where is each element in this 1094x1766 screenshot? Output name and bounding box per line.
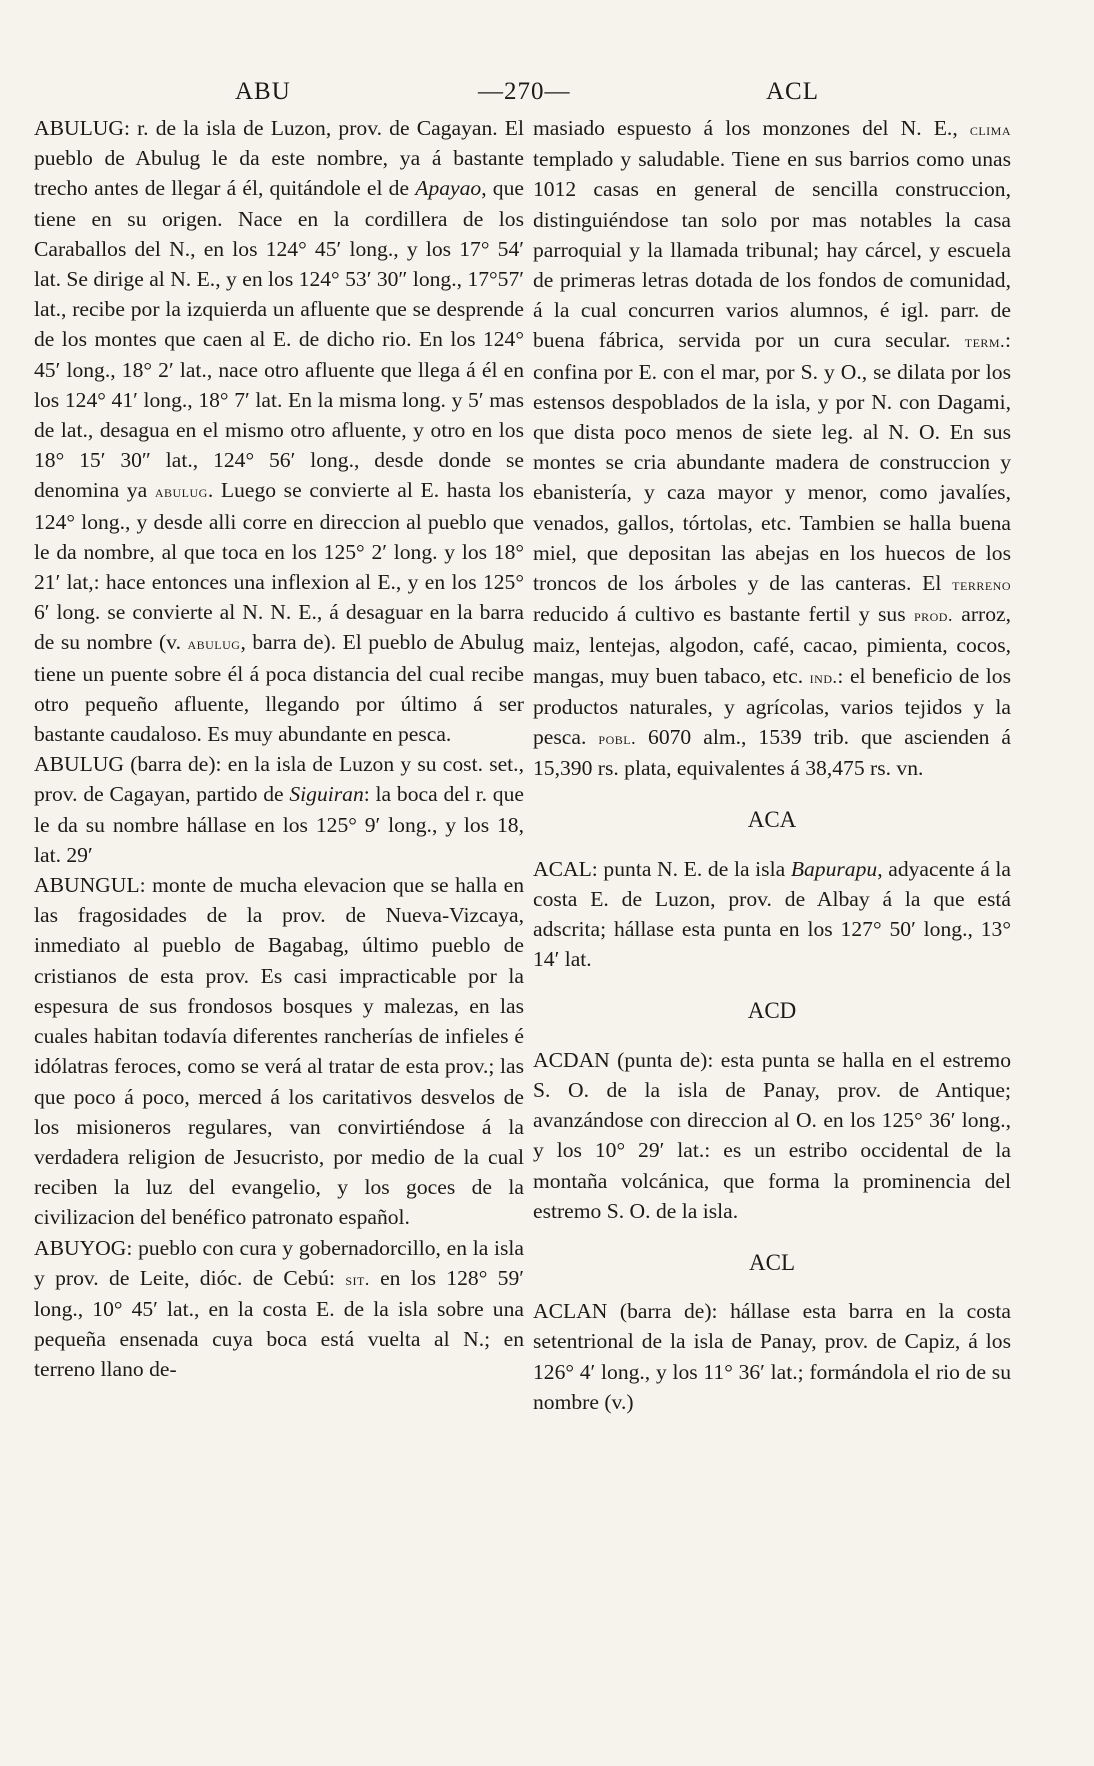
left-column	[34, 113, 524, 1385]
entry-abulug-barra	[34, 749, 524, 870]
entry-acal	[533, 854, 1011, 975]
entry-text: templado y saludable. Tiene en sus barrios como unas 1012 casas en general de sencilla construccion, distinguiéndose tan solo por mas notables la casa parroquial y la llamada tribunal; hay cárcel, y escuela de primeras letras dotada de los fondos de comunidad, á la cual concurren varios alumnos, é igl. parr. de buena fábrica, servida por un cura secular.	[533, 147, 1011, 353]
entry-text: monte de mucha elevacion que se halla en las fragosidades de la prov. de Nueva-Vizcaya, inmediato al pueblo de Bagabag, último pueblo de cristianos de esta prov. Es casi impracticable por la espesura de sus frondosos bosques y malezas, en las cuales habitan todavía diferentes rancherías de infieles é idólatras feroces, como se verá al tratar de esta prov.; las que poco á poco, merced á los caritativos desvelos de los misioneros regulares, van convirtiéndose á la verdadera religion de Jesucristo, por medio de la cual reciben la luz del evangelio, y los goces de la civilizacion del benéfico patronato español.	[34, 873, 524, 1230]
entry-text: : el beneficio de los productos naturales, y agrícolas, varios tejidos y la pesca.	[533, 663, 1012, 750]
entry-smallcaps: abulug	[154, 481, 208, 502]
entry-smallcaps: prod.	[913, 605, 953, 626]
entry-text: r. de la isla de Luzon, prov. de Cagayan. El pueblo de Abulug le da este nombre, ya á bastante trecho antes de llegar á él, quitándole el de	[34, 116, 524, 201]
entry-abuyog	[34, 1233, 524, 1385]
section-heading-acl: ACL	[749, 1249, 795, 1275]
entry-term: ABUYOG:	[34, 1235, 133, 1260]
entry-smallcaps: terreno	[952, 574, 1011, 595]
entry-smallcaps: term.	[964, 331, 1005, 352]
entry-abungul	[34, 870, 524, 1232]
entry-italic: Apayao	[415, 176, 482, 201]
entry-acdan	[533, 1045, 1011, 1226]
section-heading-aca: ACA	[747, 807, 797, 833]
running-head-left: ABU	[235, 78, 291, 105]
entry-smallcaps: abulug	[187, 633, 241, 654]
entry-term: ABULUG (barra de):	[34, 752, 222, 777]
entry-text: , que tiene en su origen. Nace en la cordillera de los Caraballos del N., en los 124° 45′ long., y los 17° 54′ lat. Se dirige al N. E., y en los 124° 53′ 30″ long., 17°57′ lat., recibe por la izquierda un afluente que se desprende de los montes que caen al E. de dicho rio. En los 124° 45′ long., 18° 2′ lat., nace otro afluente que llega á él en los 124° 41′ long., 18° 7′ lat. En la misma long. y 5′ mas de lat., desagua en el mismo otro afluente, y otro en los 18° 15′ 30″ lat., 124° 56′ long., desde donde se denomina ya	[34, 176, 524, 503]
entry-term: ABULUG:	[34, 116, 130, 140]
entry-abuyog-continuation	[533, 113, 1011, 783]
entry-text: . Luego se convierte al E. hasta los 124° long., y desde alli corre en direccion al pueblo que le da nombre, al que toca en los 125° 2′ long. y los 18° 21′ lat,: hace entonces una inflexion al E., y en los 125° 6′ long. se convierte al N. N. E., á desaguar en la barra de su nombre (v.	[34, 478, 524, 655]
entry-term: ACAL:	[533, 856, 598, 881]
entry-text: hállase esta barra en la costa setentrional de la isla de Panay, prov. de Capiz, á los 126° 4′ long., y los 11° 36′ lat.; formándola el rio de su nombre (v.)	[533, 1299, 1011, 1414]
entry-term: ACDAN (punta de):	[533, 1047, 714, 1072]
entry-text: en los 128° 59′ long., 10° 45′ lat., en la costa E. de la isla sobre una pequeña ensenada cuya boca está vuelta al N.; en terreno llano de-	[34, 1265, 524, 1382]
entry-text: pueblo con cura y gobernadorcillo, en la isla y prov. de Leite, dióc. de Cebú:	[34, 1235, 524, 1290]
entry-text: punta N. E. de la isla	[597, 856, 791, 881]
entry-smallcaps: clima	[969, 119, 1011, 139]
page-number: —270—	[478, 78, 571, 105]
entry-text: 6070 alm., 1539 trib. que ascienden á 15,390 rs. plata, equivalentes á 38,475 rs. vn.	[533, 725, 1011, 781]
section-heading-acd: ACD	[747, 998, 797, 1024]
entry-text: esta punta se halla en el estremo S. O. de la isla de Panay, prov. de Antique; avanzándose con direccion al O. en los 125° 36′ long., y los 10° 29′ lat.: es un estribo occidental de la montaña volcánica, que forma la prominencia del estremo S. O. de la isla.	[533, 1047, 1011, 1223]
entry-italic: Bapurapu	[790, 856, 878, 881]
entry-text: reducido á cultivo es bastante fertil y sus	[533, 602, 914, 627]
entry-text: masiado espuesto á los monzones del N. E.,	[533, 116, 970, 140]
entry-text: arroz, maiz, lentejas, algodon, café, cacao, pimienta, cocos, mangas, muy buen tabaco, etc.	[533, 602, 1011, 688]
entry-aclan	[533, 1296, 1011, 1417]
entry-smallcaps: ind.	[809, 666, 838, 687]
entry-text: , adyacente á la costa E. de Luzon, prov. de Albay á la que está adscrita; hállase esta punta en los 127° 50′ long., 13° 14′ lat.	[533, 856, 1012, 972]
entry-smallcaps: pobl.	[598, 728, 636, 749]
running-head-right: ACL	[766, 78, 819, 105]
entry-text: : confina por E. con el mar, por S. y O., se dilata por los estensos despoblados de la isla, y por N. con Dagami, que dista poco menos de siete leg. al N. O. En sus montes se cria abundante madera de construccion y ebanistería, y caza mayor y menor, como javalíes, venados, gallos, tórtolas, etc. Tambien se halla buena miel, que depositan las abejas en los huecos de los troncos de los árboles y de las canteras. El	[533, 328, 1011, 596]
entry-term: ABUNGUL:	[34, 873, 146, 898]
right-column	[533, 113, 1011, 1417]
entry-text: en la isla de Luzon y su cost. set., prov. de Cagayan, partido de	[34, 752, 524, 807]
entry-term: ACLAN (barra de):	[533, 1299, 718, 1324]
entry-italic: Siguiran	[289, 782, 364, 807]
entry-text: , barra de). El pueblo de Abulug tiene un puente sobre él á poca distancia del cual recibe otro pequeño afluente, llegando por último á ser bastante caudaloso. Es muy abundante en pesca.	[34, 630, 524, 747]
entry-abulug-river	[34, 113, 524, 749]
entry-smallcaps: sit.	[345, 1268, 370, 1289]
entry-text: : la boca del r. que le da su nombre hállase en los 125° 9′ long., y los 18, lat. 29′	[34, 782, 524, 867]
